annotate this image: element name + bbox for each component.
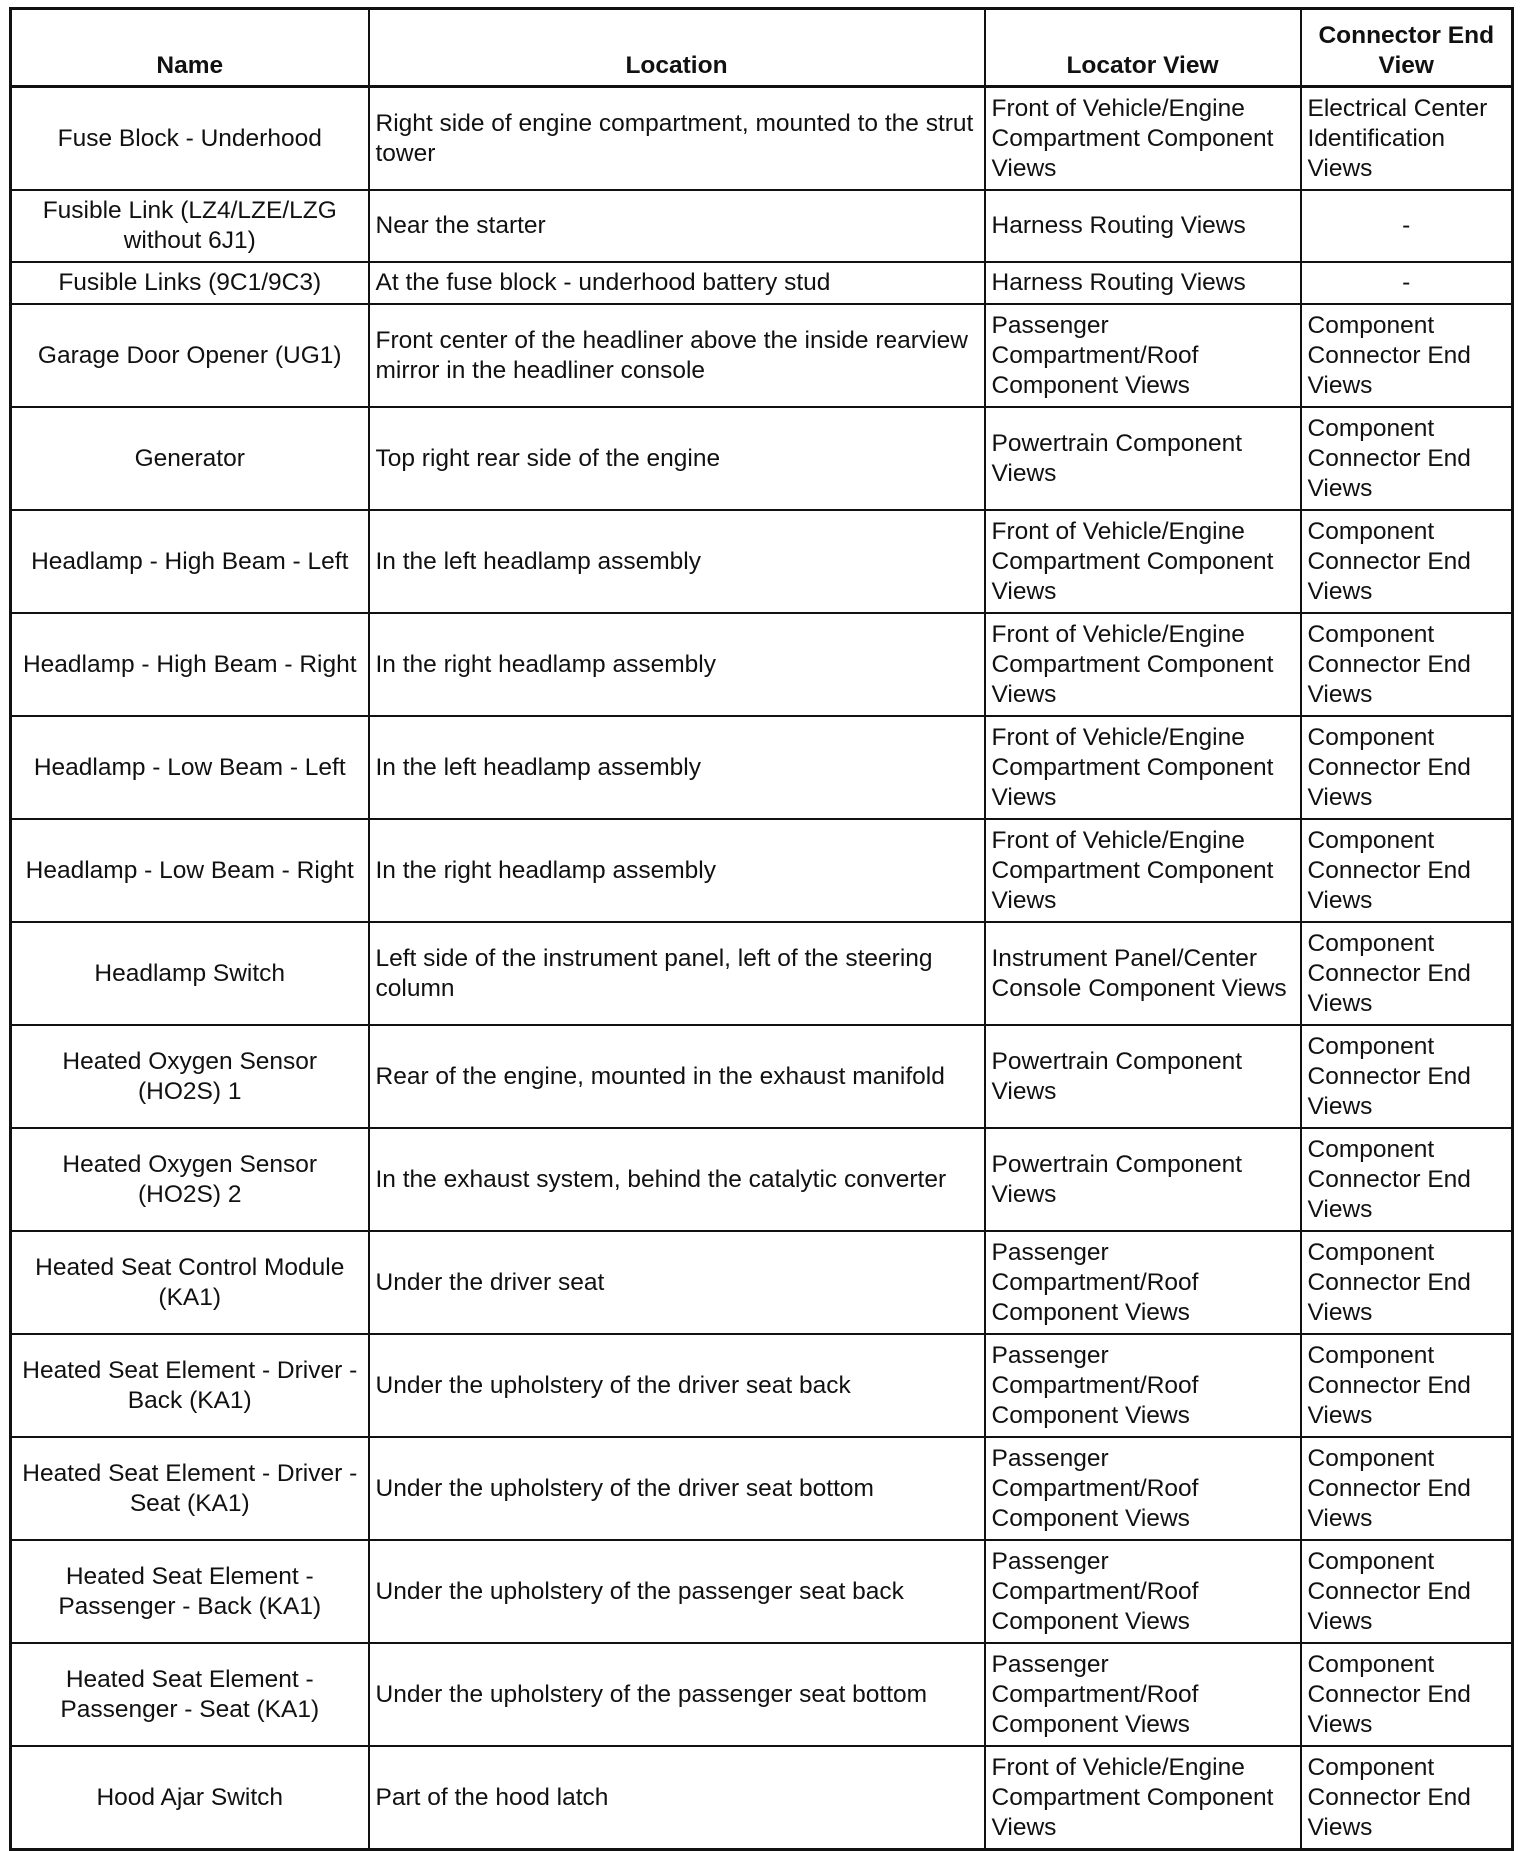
table-row [11, 1437, 1513, 1540]
cell-connector-end-view: Component Connector End Views [1301, 1437, 1513, 1540]
table-row [11, 922, 1513, 1025]
cell-name: Heated Oxygen Sensor (HO2S) 2 [11, 1128, 369, 1231]
cell-connector-end-view: Component Connector End Views [1301, 1334, 1513, 1437]
cell-connector-end-view: Component Connector End Views [1301, 407, 1513, 510]
cell-connector-end-view: Component Connector End Views [1301, 1746, 1513, 1850]
cell-location: In the right headlamp assembly [369, 613, 985, 716]
cell-location: Rear of the engine, mounted in the exhaust manifold [369, 1025, 985, 1128]
cell-connector-end-view: Component Connector End Views [1301, 304, 1513, 407]
table-row [11, 716, 1513, 819]
table-row [11, 262, 1513, 304]
table-row [11, 1746, 1513, 1850]
table-row [11, 1025, 1513, 1128]
cell-name: Heated Seat Element - Passenger - Back (KA1) [11, 1540, 369, 1643]
component-locator-table [9, 7, 1514, 1851]
cell-connector-end-view: Component Connector End Views [1301, 819, 1513, 922]
cell-connector-end-view: - [1301, 190, 1513, 262]
cell-locator-view: Powertrain Component Views [985, 1025, 1301, 1128]
cell-connector-end-view: Component Connector End Views [1301, 613, 1513, 716]
cell-location: Top right rear side of the engine [369, 407, 985, 510]
cell-location: Right side of engine compartment, mounted to the strut tower [369, 87, 985, 191]
cell-locator-view: Harness Routing Views [985, 262, 1301, 304]
cell-locator-view: Passenger Compartment/Roof Component Views [985, 1334, 1301, 1437]
cell-name: Hood Ajar Switch [11, 1746, 369, 1850]
cell-location: Front center of the headliner above the inside rearview mirror in the headliner console [369, 304, 985, 407]
cell-location: Under the upholstery of the passenger seat back [369, 1540, 985, 1643]
cell-name: Headlamp - High Beam - Left [11, 510, 369, 613]
cell-location: Under the driver seat [369, 1231, 985, 1334]
cell-location: Part of the hood latch [369, 1746, 985, 1850]
table-row [11, 1334, 1513, 1437]
cell-locator-view: Passenger Compartment/Roof Component Views [985, 1437, 1301, 1540]
cell-location: At the fuse block - underhood battery stud [369, 262, 985, 304]
cell-locator-view: Front of Vehicle/Engine Compartment Component Views [985, 819, 1301, 922]
table-row [11, 1231, 1513, 1334]
cell-locator-view: Harness Routing Views [985, 190, 1301, 262]
cell-locator-view: Front of Vehicle/Engine Compartment Component Views [985, 1746, 1301, 1850]
cell-connector-end-view: Component Connector End Views [1301, 1128, 1513, 1231]
cell-connector-end-view: Component Connector End Views [1301, 1643, 1513, 1746]
cell-location: In the left headlamp assembly [369, 716, 985, 819]
cell-locator-view: Passenger Compartment/Roof Component Views [985, 1643, 1301, 1746]
cell-connector-end-view: Component Connector End Views [1301, 1540, 1513, 1643]
cell-name: Heated Seat Element - Passenger - Seat (KA1) [11, 1643, 369, 1746]
cell-locator-view: Passenger Compartment/Roof Component Views [985, 304, 1301, 407]
cell-locator-view: Powertrain Component Views [985, 1128, 1301, 1231]
header-location: Location [369, 9, 985, 87]
header-name: Name [11, 9, 369, 87]
cell-name: Heated Seat Element - Driver - Back (KA1) [11, 1334, 369, 1437]
cell-name: Fuse Block - Underhood [11, 87, 369, 191]
cell-location: Left side of the instrument panel, left of the steering column [369, 922, 985, 1025]
cell-locator-view: Powertrain Component Views [985, 407, 1301, 510]
cell-name: Headlamp - High Beam - Right [11, 613, 369, 716]
table-body [11, 87, 1513, 1850]
cell-name: Garage Door Opener (UG1) [11, 304, 369, 407]
table-header [11, 9, 1513, 87]
cell-locator-view: Passenger Compartment/Roof Component Views [985, 1231, 1301, 1334]
cell-location: In the right headlamp assembly [369, 819, 985, 922]
component-locator-sheet [9, 7, 1511, 1841]
header-connector-end-view: Connector End View [1301, 9, 1513, 87]
cell-locator-view: Passenger Compartment/Roof Component Views [985, 1540, 1301, 1643]
header-locator-view: Locator View [985, 9, 1301, 87]
table-row [11, 87, 1513, 191]
cell-name: Heated Seat Element - Driver - Seat (KA1) [11, 1437, 369, 1540]
cell-location: Near the starter [369, 190, 985, 262]
table-row [11, 510, 1513, 613]
cell-connector-end-view: Component Connector End Views [1301, 716, 1513, 819]
table-row [11, 1540, 1513, 1643]
cell-name: Heated Oxygen Sensor (HO2S) 1 [11, 1025, 369, 1128]
table-row [11, 190, 1513, 262]
cell-connector-end-view: Electrical Center Identification Views [1301, 87, 1513, 191]
cell-locator-view: Instrument Panel/Center Console Component Views [985, 922, 1301, 1025]
cell-locator-view: Front of Vehicle/Engine Compartment Component Views [985, 716, 1301, 819]
cell-connector-end-view: - [1301, 262, 1513, 304]
cell-name: Generator [11, 407, 369, 510]
cell-location: Under the upholstery of the driver seat back [369, 1334, 985, 1437]
table-row [11, 1128, 1513, 1231]
table-row [11, 1643, 1513, 1746]
cell-location: In the exhaust system, behind the catalytic converter [369, 1128, 985, 1231]
table-row [11, 407, 1513, 510]
cell-name: Headlamp - Low Beam - Right [11, 819, 369, 922]
cell-name: Fusible Links (9C1/9C3) [11, 262, 369, 304]
cell-name: Heated Seat Control Module (KA1) [11, 1231, 369, 1334]
table-row [11, 304, 1513, 407]
table-row [11, 819, 1513, 922]
cell-connector-end-view: Component Connector End Views [1301, 922, 1513, 1025]
cell-connector-end-view: Component Connector End Views [1301, 510, 1513, 613]
cell-name: Headlamp - Low Beam - Left [11, 716, 369, 819]
cell-location: In the left headlamp assembly [369, 510, 985, 613]
cell-location: Under the upholstery of the driver seat bottom [369, 1437, 985, 1540]
cell-name: Fusible Link (LZ4/LZE/LZG without 6J1) [11, 190, 369, 262]
cell-connector-end-view: Component Connector End Views [1301, 1025, 1513, 1128]
cell-locator-view: Front of Vehicle/Engine Compartment Component Views [985, 510, 1301, 613]
cell-locator-view: Front of Vehicle/Engine Compartment Component Views [985, 87, 1301, 191]
header-row [11, 9, 1513, 87]
cell-location: Under the upholstery of the passenger seat bottom [369, 1643, 985, 1746]
table-row [11, 613, 1513, 716]
cell-name: Headlamp Switch [11, 922, 369, 1025]
cell-locator-view: Front of Vehicle/Engine Compartment Component Views [985, 613, 1301, 716]
cell-connector-end-view: Component Connector End Views [1301, 1231, 1513, 1334]
